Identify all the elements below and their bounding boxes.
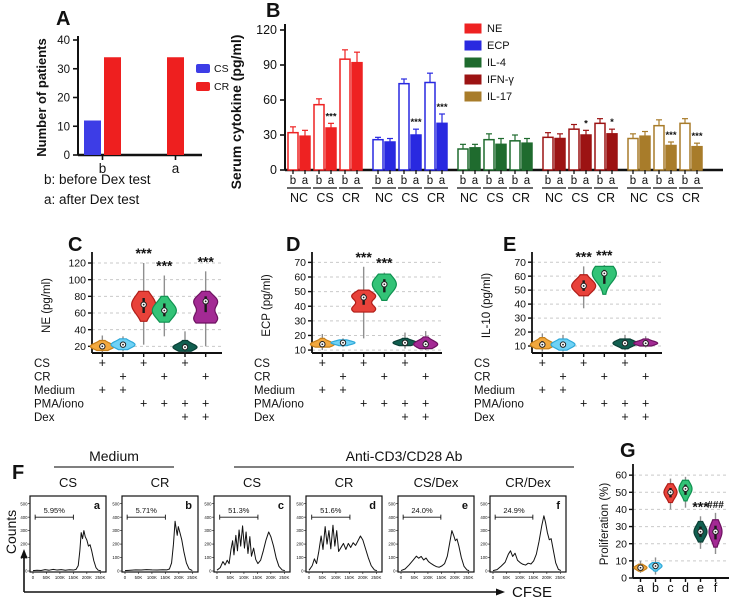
svg-text:30: 30 [615, 521, 627, 534]
svg-text:51.3%: 51.3% [228, 506, 250, 516]
svg-text:a: a [582, 175, 590, 187]
svg-text:300: 300 [204, 528, 212, 534]
svg-text:0: 0 [307, 575, 311, 580]
svg-text:***: *** [691, 131, 703, 143]
svg-text:b: b [596, 175, 604, 187]
svg-text:+: + [538, 383, 546, 397]
svg-text:24.9%: 24.9% [503, 506, 525, 516]
svg-text:20: 20 [294, 330, 306, 343]
svg-text:200: 200 [204, 541, 212, 547]
svg-text:***: *** [135, 245, 152, 261]
svg-text:IL-17: IL-17 [487, 91, 513, 103]
svg-text:a: a [693, 175, 701, 187]
svg-text:60: 60 [263, 93, 277, 107]
svg-text:30: 30 [57, 63, 70, 76]
svg-text:50K: 50K [502, 575, 511, 580]
svg-text:###: ### [707, 499, 724, 511]
svg-text:200K: 200K [357, 575, 368, 580]
svg-text:500: 500 [388, 501, 396, 507]
svg-text:+: + [559, 369, 567, 384]
svg-text:b: b [426, 175, 434, 187]
svg-text:PMA/iono: PMA/iono [254, 398, 304, 411]
svg-text:+: + [202, 369, 210, 384]
svg-text:70: 70 [294, 256, 306, 269]
svg-text:b: b [374, 175, 382, 187]
svg-text:+: + [538, 356, 546, 370]
svg-text:+: + [621, 410, 629, 424]
svg-text:+: + [339, 369, 347, 384]
svg-text:+: + [401, 410, 409, 424]
svg-text:200K: 200K [81, 575, 92, 580]
svg-text:NC: NC [459, 191, 479, 205]
svg-text:200K: 200K [541, 575, 552, 580]
svg-text:a: a [556, 175, 564, 187]
svg-text:***: *** [197, 253, 214, 270]
svg-text:Dex: Dex [474, 412, 495, 424]
svg-text:a: a [641, 175, 649, 187]
svg-text:30: 30 [514, 312, 526, 325]
svg-text:0: 0 [491, 575, 495, 580]
svg-text:b: b [511, 175, 519, 187]
svg-text:+: + [181, 396, 189, 411]
svg-text:+: + [580, 356, 588, 370]
svg-text:30: 30 [263, 128, 277, 142]
svg-text:d: d [369, 500, 376, 512]
svg-text:c: c [277, 500, 284, 512]
svg-text:500: 500 [112, 501, 120, 507]
svg-text:PMA/iono: PMA/iono [34, 398, 84, 411]
svg-text:a: a [353, 175, 361, 187]
svg-text:100K: 100K [238, 575, 249, 580]
svg-text:50K: 50K [318, 575, 327, 580]
svg-text:+: + [600, 369, 608, 384]
svg-text:+: + [98, 383, 106, 397]
svg-text:200K: 200K [449, 575, 460, 580]
svg-text:0: 0 [31, 575, 35, 580]
svg-text:+: + [360, 356, 368, 370]
svg-text:a: a [497, 175, 505, 187]
svg-text:100K: 100K [330, 575, 341, 580]
svg-text:0: 0 [123, 575, 127, 580]
svg-text:60: 60 [615, 469, 627, 482]
svg-text:CS: CS [486, 191, 504, 205]
svg-text:d: d [682, 581, 689, 595]
svg-text:a: a [438, 175, 446, 187]
svg-text:+: + [202, 396, 210, 411]
svg-text:50: 50 [294, 286, 306, 299]
svg-text:300: 300 [296, 528, 304, 534]
svg-text:IFN-γ: IFN-γ [487, 74, 514, 86]
panel-c-chart [30, 228, 252, 433]
svg-text:CR: CR [214, 81, 230, 93]
svg-text:a: a [667, 175, 675, 187]
svg-text:250K: 250K [187, 575, 198, 580]
svg-text:200K: 200K [265, 575, 276, 580]
svg-text:10: 10 [57, 121, 70, 134]
svg-text:200K: 200K [173, 575, 184, 580]
panel-c-label: C [68, 234, 83, 256]
svg-text:Dex: Dex [254, 412, 275, 424]
svg-text:100: 100 [68, 274, 86, 287]
svg-text:a: a [301, 175, 309, 187]
svg-text:CS: CS [656, 191, 674, 205]
svg-text:CR: CR [511, 191, 531, 205]
svg-text:0: 0 [25, 568, 28, 574]
svg-text:Number of patients: Number of patients [34, 38, 49, 157]
svg-text:CS: CS [242, 475, 262, 490]
svg-text:NC: NC [544, 191, 564, 205]
svg-text:50: 50 [615, 486, 627, 499]
svg-text:+: + [422, 369, 430, 384]
svg-text:0: 0 [301, 568, 304, 574]
svg-text:200: 200 [112, 541, 120, 547]
svg-text:250K: 250K [463, 575, 474, 580]
svg-text:0: 0 [399, 575, 403, 580]
svg-text:***: *** [410, 117, 422, 129]
panel-a-chart [30, 0, 232, 176]
svg-text:250K: 250K [555, 575, 566, 580]
svg-text:CR: CR [474, 371, 491, 384]
svg-text:+: + [318, 383, 326, 397]
panel-b-chart [225, 0, 729, 215]
svg-text:a: a [327, 175, 335, 187]
svg-text:***: *** [156, 257, 173, 274]
svg-text:0: 0 [270, 163, 277, 177]
svg-text:60: 60 [74, 307, 86, 320]
svg-text:24.0%: 24.0% [411, 506, 433, 516]
svg-text:100K: 100K [54, 575, 65, 580]
svg-text:0: 0 [621, 572, 627, 585]
svg-text:0: 0 [485, 568, 488, 574]
svg-text:CS: CS [214, 63, 229, 75]
svg-text:+: + [181, 410, 189, 424]
svg-text:Anti-CD3/CD28 Ab: Anti-CD3/CD28 Ab [345, 448, 463, 464]
svg-text:CR: CR [150, 475, 170, 490]
panel-d-chart [250, 228, 472, 433]
svg-text:***: *** [355, 248, 372, 265]
svg-text:CS: CS [34, 358, 50, 370]
svg-text:0: 0 [393, 568, 396, 574]
panel-a-footnote-a: a: after Dex test [44, 192, 140, 207]
svg-text:400: 400 [388, 514, 396, 520]
svg-text:40: 40 [514, 298, 526, 311]
svg-text:***: *** [436, 102, 448, 113]
svg-text:200: 200 [296, 541, 304, 547]
svg-text:b: b [544, 175, 552, 187]
svg-text:***: *** [325, 111, 337, 123]
svg-text:CR: CR [426, 191, 446, 205]
svg-text:30: 30 [294, 315, 306, 328]
svg-text:150K: 150K [528, 575, 539, 580]
svg-text:PMA/iono: PMA/iono [474, 398, 524, 411]
svg-text:a: a [523, 175, 531, 187]
svg-text:250K: 250K [95, 575, 106, 580]
panel-a-footnote-b: b: before Dex test [44, 172, 151, 187]
svg-text:10: 10 [615, 555, 627, 568]
svg-text:60: 60 [514, 270, 526, 283]
svg-text:100: 100 [296, 555, 304, 561]
svg-text:+: + [140, 356, 148, 370]
svg-text:120: 120 [256, 23, 277, 37]
svg-text:0: 0 [215, 575, 219, 580]
svg-text:b: b [341, 175, 349, 187]
svg-text:400: 400 [112, 514, 120, 520]
svg-text:CS: CS [474, 358, 490, 370]
svg-text:+: + [600, 396, 608, 411]
svg-text:a: a [171, 161, 180, 176]
svg-text:100: 100 [480, 555, 488, 561]
svg-text:0: 0 [117, 568, 120, 574]
svg-text:CS: CS [401, 191, 419, 205]
svg-text:50K: 50K [410, 575, 419, 580]
svg-text:CR: CR [334, 475, 354, 490]
svg-text:100K: 100K [146, 575, 157, 580]
svg-text:+: + [339, 383, 347, 397]
svg-text:***: *** [575, 248, 592, 265]
svg-text:+: + [559, 383, 567, 397]
svg-text:Proliferation (%): Proliferation (%) [599, 482, 611, 566]
svg-text:f: f [556, 500, 560, 512]
svg-text:+: + [160, 369, 168, 384]
svg-text:a: a [637, 581, 644, 595]
svg-text:200: 200 [20, 541, 28, 547]
svg-text:+: + [202, 410, 210, 424]
svg-text:500: 500 [20, 501, 28, 507]
svg-text:+: + [181, 356, 189, 370]
svg-text:+: + [360, 396, 368, 411]
svg-text:CS: CS [254, 358, 270, 370]
svg-text:c: c [667, 581, 674, 595]
svg-text:50K: 50K [226, 575, 235, 580]
svg-text:CR: CR [681, 191, 701, 205]
svg-text:400: 400 [204, 514, 212, 520]
svg-text:a: a [608, 175, 616, 187]
svg-text:150K: 150K [344, 575, 355, 580]
svg-text:CR/Dex: CR/Dex [505, 475, 551, 490]
svg-text:*: * [610, 117, 614, 129]
svg-text:250K: 250K [279, 575, 290, 580]
svg-text:100K: 100K [422, 575, 433, 580]
svg-text:500: 500 [296, 501, 304, 507]
svg-text:CR: CR [34, 371, 51, 384]
svg-text:5.71%: 5.71% [135, 506, 157, 516]
svg-text:150K: 150K [68, 575, 79, 580]
svg-text:51.6%: 51.6% [320, 506, 342, 516]
svg-text:b: b [459, 175, 467, 187]
svg-text:5.95%: 5.95% [43, 506, 65, 516]
panel-f-label: F [12, 462, 25, 484]
svg-text:a: a [93, 500, 100, 512]
svg-text:NE: NE [487, 23, 503, 35]
svg-text:*: * [584, 118, 588, 130]
svg-text:b: b [681, 175, 689, 187]
svg-text:CS/Dex: CS/Dex [413, 475, 459, 490]
svg-text:***: *** [692, 498, 709, 515]
svg-text:+: + [422, 396, 430, 411]
svg-text:IL-4: IL-4 [487, 57, 506, 69]
svg-text:***: *** [596, 246, 613, 263]
svg-text:a: a [471, 175, 479, 187]
svg-text:+: + [580, 396, 588, 411]
svg-text:40: 40 [294, 300, 306, 313]
panel-g-label: G [620, 440, 636, 462]
svg-text:CR: CR [254, 371, 271, 384]
svg-text:50: 50 [514, 284, 526, 297]
svg-text:+: + [119, 383, 127, 397]
svg-text:70: 70 [514, 256, 526, 269]
svg-text:NC: NC [289, 191, 309, 205]
svg-text:a: a [412, 175, 420, 187]
svg-text:e: e [461, 500, 468, 512]
svg-text:120: 120 [68, 257, 86, 270]
svg-text:+: + [621, 396, 629, 411]
svg-text:+: + [119, 369, 127, 384]
svg-text:400: 400 [296, 514, 304, 520]
svg-text:***: *** [376, 254, 393, 271]
svg-text:b: b [485, 175, 493, 187]
svg-text:b: b [655, 175, 663, 187]
svg-text:40: 40 [57, 35, 70, 47]
svg-text:b: b [400, 175, 408, 187]
svg-text:Medium: Medium [474, 385, 515, 397]
svg-text:CR: CR [596, 191, 616, 205]
svg-text:Medium: Medium [254, 385, 295, 397]
svg-text:Serum cytokine (pg/ml): Serum cytokine (pg/ml) [228, 34, 244, 190]
svg-text:CFSE: CFSE [512, 584, 553, 601]
svg-text:100: 100 [112, 555, 120, 561]
panel-g-chart [596, 430, 729, 602]
svg-text:CS: CS [316, 191, 334, 205]
svg-text:b: b [315, 175, 323, 187]
svg-text:f: f [713, 581, 718, 595]
svg-text:NC: NC [629, 191, 649, 205]
svg-text:+: + [642, 410, 650, 424]
panel-a-label: A [56, 8, 71, 30]
svg-text:40: 40 [74, 324, 86, 337]
svg-text:NC: NC [374, 191, 394, 205]
svg-text:Dex: Dex [34, 412, 55, 424]
svg-text:10: 10 [514, 340, 526, 353]
svg-text:CS: CS [58, 475, 78, 490]
svg-text:b: b [289, 175, 297, 187]
svg-text:a: a [386, 175, 394, 187]
svg-text:300: 300 [112, 528, 120, 534]
svg-text:+: + [380, 396, 388, 411]
svg-text:50K: 50K [134, 575, 143, 580]
svg-text:400: 400 [20, 514, 28, 520]
svg-text:+: + [98, 356, 106, 370]
svg-text:Counts: Counts [3, 509, 19, 555]
svg-text:500: 500 [204, 501, 212, 507]
svg-text:40: 40 [615, 504, 627, 517]
svg-text:***: *** [665, 130, 677, 141]
svg-text:100K: 100K [514, 575, 525, 580]
svg-text:IL-10 (pg/ml): IL-10 (pg/ml) [481, 272, 493, 339]
svg-text:+: + [642, 369, 650, 384]
svg-text:ECP: ECP [487, 40, 510, 52]
svg-text:b: b [185, 500, 192, 512]
svg-text:20: 20 [57, 92, 70, 105]
panel-e-chart [470, 228, 692, 433]
svg-text:400: 400 [480, 514, 488, 520]
svg-text:Medium: Medium [89, 448, 139, 464]
svg-text:+: + [422, 410, 430, 424]
svg-text:20: 20 [514, 326, 526, 339]
svg-text:+: + [401, 396, 409, 411]
svg-text:+: + [380, 369, 388, 384]
svg-text:200: 200 [388, 541, 396, 547]
svg-text:b: b [629, 175, 637, 187]
svg-text:50K: 50K [42, 575, 51, 580]
svg-text:300: 300 [20, 528, 28, 534]
panel-b-label: B [266, 0, 281, 22]
panel-d-label: D [286, 234, 301, 256]
svg-text:60: 60 [294, 271, 306, 284]
svg-text:20: 20 [74, 340, 86, 353]
svg-text:0: 0 [209, 568, 212, 574]
svg-text:e: e [697, 581, 704, 595]
svg-text:20: 20 [615, 538, 627, 551]
panel-e-label: E [503, 234, 517, 256]
svg-text:150K: 150K [160, 575, 171, 580]
svg-text:0: 0 [63, 150, 70, 162]
svg-text:+: + [642, 396, 650, 411]
svg-text:150K: 150K [252, 575, 263, 580]
svg-text:150K: 150K [436, 575, 447, 580]
svg-text:500: 500 [480, 501, 488, 507]
svg-text:+: + [621, 356, 629, 370]
svg-text:NE (pg/ml): NE (pg/ml) [41, 278, 53, 333]
svg-text:ECP (pg/ml): ECP (pg/ml) [261, 274, 273, 337]
svg-text:CS: CS [571, 191, 589, 205]
svg-text:+: + [401, 356, 409, 370]
svg-text:300: 300 [388, 528, 396, 534]
svg-text:100: 100 [204, 555, 212, 561]
svg-text:300: 300 [480, 528, 488, 534]
svg-text:b: b [652, 581, 659, 595]
svg-text:90: 90 [263, 58, 277, 72]
svg-text:100: 100 [388, 555, 396, 561]
svg-text:b: b [98, 161, 107, 176]
svg-text:CR: CR [341, 191, 361, 205]
svg-text:b: b [570, 175, 578, 187]
svg-text:Medium: Medium [34, 385, 75, 397]
svg-text:+: + [140, 396, 148, 411]
svg-text:250K: 250K [371, 575, 382, 580]
svg-text:200: 200 [480, 541, 488, 547]
svg-text:80: 80 [74, 290, 86, 303]
svg-text:10: 10 [294, 344, 306, 357]
svg-text:+: + [160, 396, 168, 411]
svg-text:+: + [318, 356, 326, 370]
